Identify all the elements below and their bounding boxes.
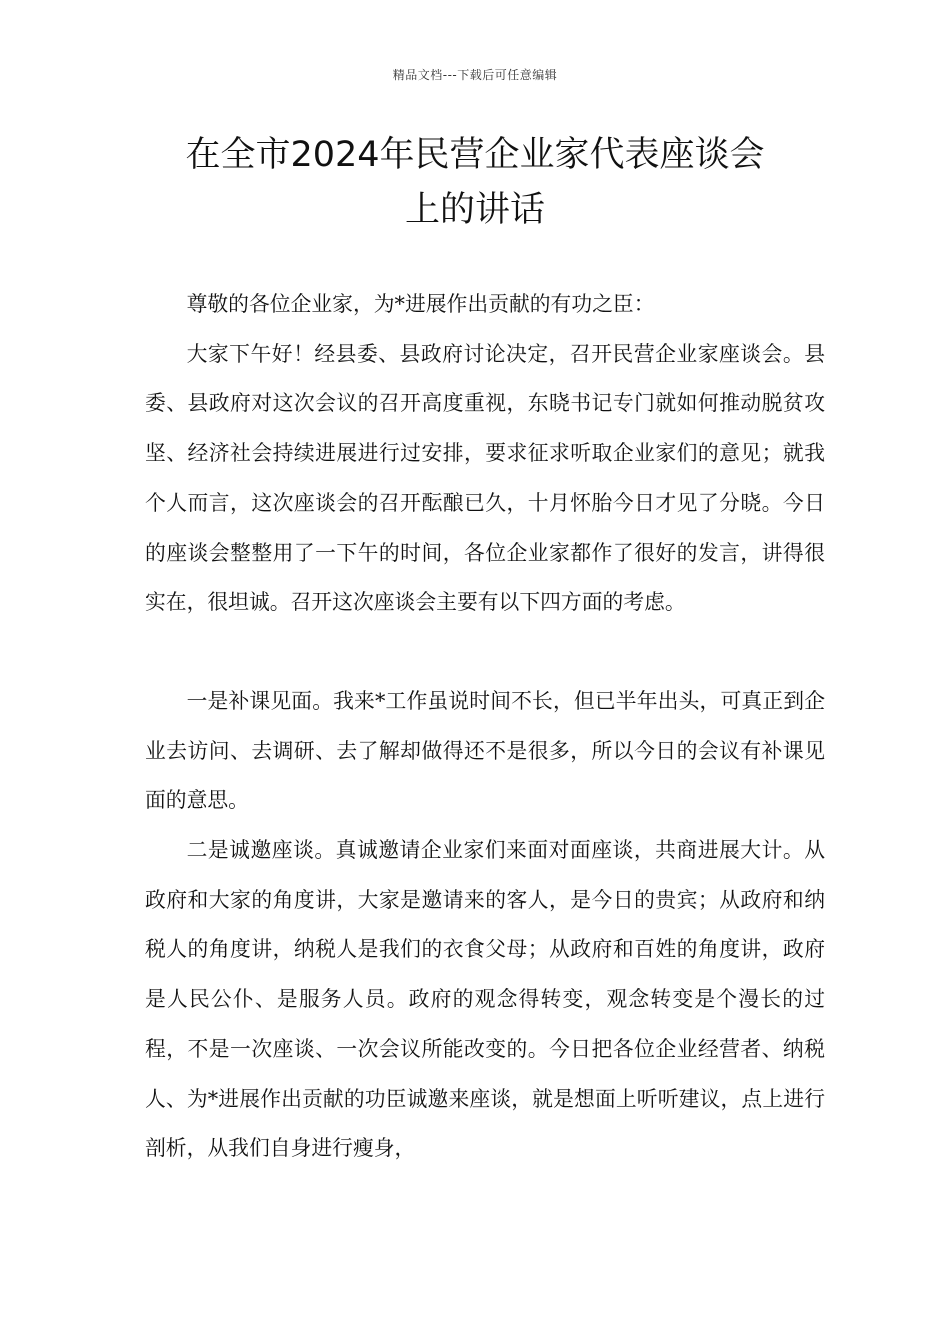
document-title [100, 128, 850, 238]
body-paragraph: 大家下午好！经县委、县政府讨论决定，召开民营企业家座谈会。县委、县政府对这次会议的召开高度重视，东晓书记专门就如何推动脱贫攻坚、经济社会持续进展进行过安排，要求征求听取企业家们的意见；就我个人而言，这次座谈会的召开酝酿已久，十月怀胎今日才见了分晓。今日的座谈会整整用了一下午的时间，各位企业家都作了很好的发言，讲得很实在，很坦诚。召开这次座谈会主要有以下四方面的考虑。 [145, 341, 825, 615]
document-body [145, 280, 825, 1174]
body-paragraph: 一是补课见面。我来*工作虽说时间不长，但已半年出头，可真正到企业去访问、去调研、去了解却做得还不是很多，所以今日的会议有补课见面的意思。 [145, 688, 825, 813]
title-line-2: 上的讲话 [404, 190, 545, 230]
body-paragraph: 二是诚邀座谈。真诚邀请企业家们来面对面座谈，共商进展大计。从政府和大家的角度讲，大家是邀请来的客人，是今日的贵宾；从政府和纳税人的角度讲，纳税人是我们的衣食父母；从政府和百姓的角度讲，政府是人民公仆、是服务人员。政府的观念得转变，观念转变是个漫长的过程，不是一次座谈、一次会议所能改变的。今日把各位企业经营者、纳税人、为*进展作出贡献的功臣诚邀来座谈，就是想面上听听建议，点上进行剖析，从我们自身进行瘦身， [145, 838, 825, 1161]
salutation-paragraph: 尊敬的各位企业家，为*进展作出贡献的有功之臣： [186, 292, 655, 316]
header-note: 精品文档---下载后可任意编辑 [392, 68, 558, 82]
title-line-1: 在全市2024年民营企业家代表座谈会 [185, 135, 765, 175]
